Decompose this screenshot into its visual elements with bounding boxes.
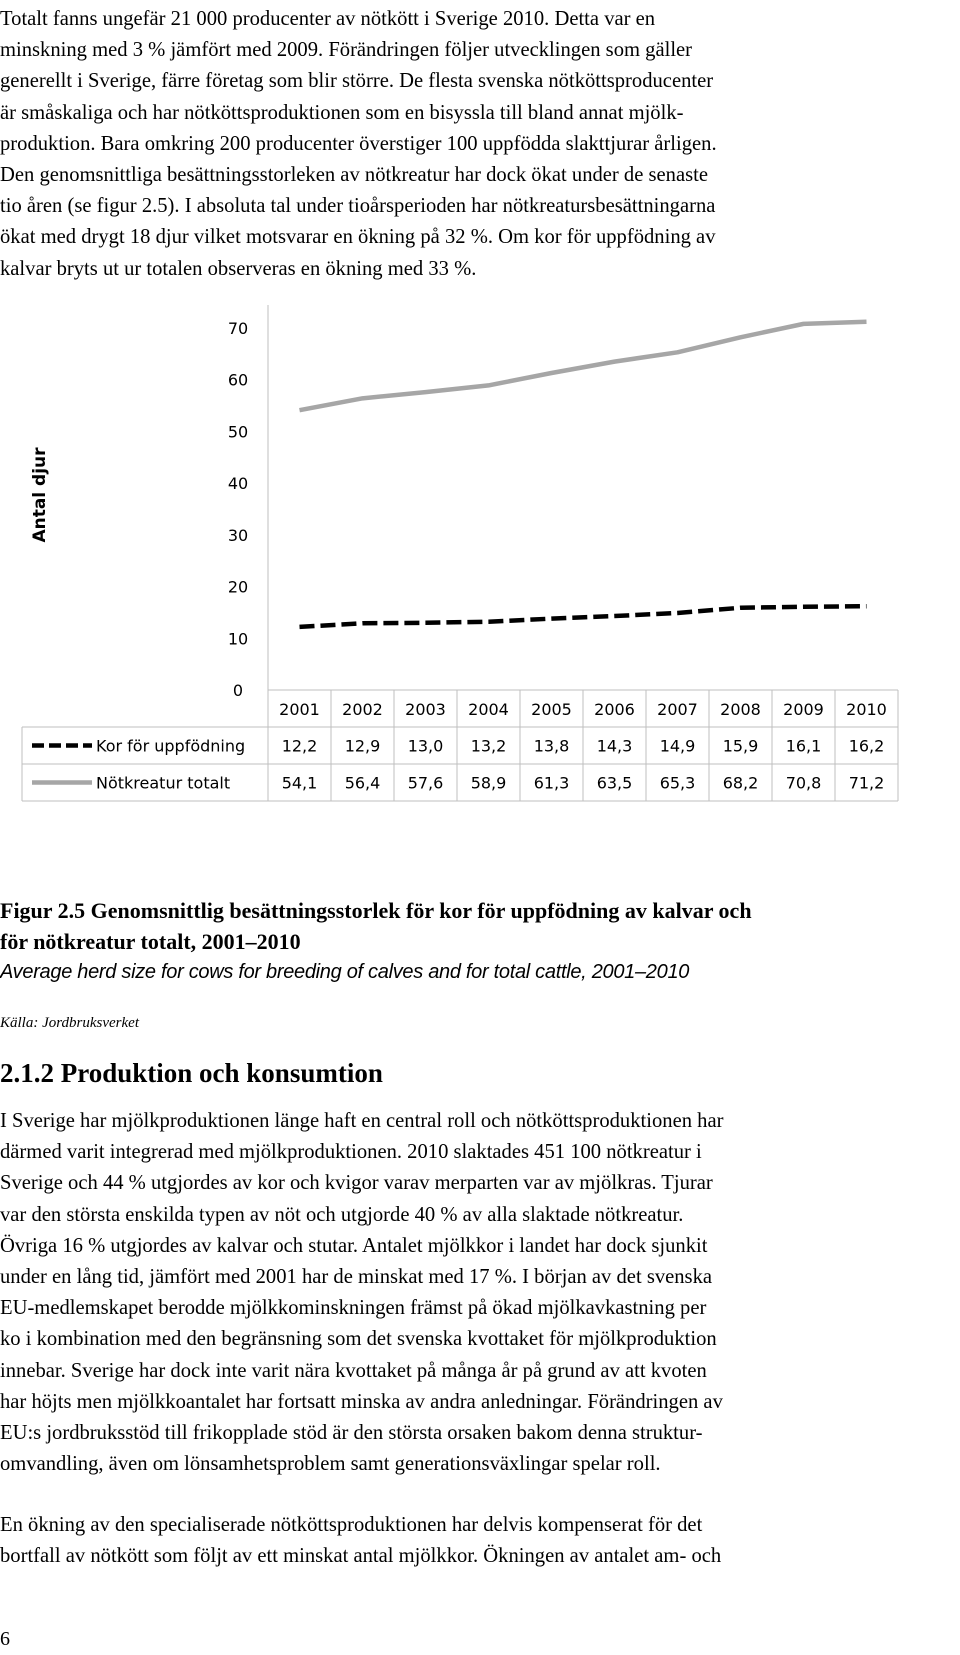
data-label: 13,8 — [533, 736, 570, 756]
data-label: 70,8 — [785, 773, 822, 793]
x-tick-label: 2004 — [468, 700, 509, 719]
text-line: En ökning av den specialiserade nötköttsproduktionen har delvis kompenserat för det — [0, 1514, 703, 1536]
x-tick-label: 2006 — [594, 700, 635, 719]
page-number: 6 — [0, 1628, 10, 1650]
text-line: ko i kombination med den begränsning som det svenska kvottaket för mjölkproduktion — [0, 1328, 717, 1351]
data-label: 14,9 — [659, 736, 696, 756]
figure-source: Källa: Jordbruksverket — [0, 1015, 139, 1031]
x-tick-label: 2010 — [846, 700, 887, 719]
chart-series — [300, 322, 867, 627]
x-tick-label: 2002 — [342, 700, 383, 719]
section-paragraph-1 — [0, 1106, 948, 1480]
data-label: 16,2 — [848, 736, 885, 756]
text-line: EU-medlemskapet berodde mjölkkominskningen främst på ökad mjölkavkastning per — [0, 1297, 707, 1320]
x-tick-label: 2007 — [657, 700, 698, 719]
text-line: är småskaliga och har nötköttsproduktionen som en bisyssla till bland annat mjölk- — [0, 101, 684, 124]
x-tick-label: 2003 — [405, 700, 446, 719]
series-line-kor-for-uppfodning — [300, 606, 867, 627]
text-line: EU:s jordbruksstöd till frikopplade stöd är den största orsaken bakom denna struktur- — [0, 1422, 703, 1445]
x-tick-label: 2005 — [531, 700, 572, 719]
data-label: 15,9 — [722, 736, 759, 756]
y-axis — [228, 305, 268, 700]
y-tick-label: 20 — [227, 577, 249, 597]
legend-label: Nötkreatur totalt — [96, 773, 231, 793]
y-tick-label: 60 — [227, 370, 249, 390]
text-line: produktion. Bara omkring 200 producenter överstiger 100 uppfödda slakttjurar årligen. — [0, 132, 717, 155]
text-line: minskning med 3 % jämfört med 2009. Förändringen följer utvecklingen som gäller — [0, 39, 693, 62]
data-label: 56,4 — [344, 773, 381, 793]
y-axis-label: Antal djur — [30, 447, 50, 543]
legend-label: Kor för uppfödning — [96, 736, 246, 756]
text-line: innebar. Sverige har dock inte varit nära kvottaket på många år på grund av att kvoten — [0, 1359, 707, 1382]
intro-paragraph — [0, 4, 948, 285]
y-tick-label: 50 — [227, 422, 249, 442]
herd-size-chart — [0, 305, 960, 845]
caption-line: Figur 2.5 Genomsnittlig besättningsstorlek för kor för uppfödning av kalvar och — [0, 898, 752, 923]
data-label: 13,2 — [470, 736, 507, 756]
text-line: kalvar bryts ut ur totalen observeras en ökning med 33 %. — [0, 257, 477, 280]
series-line-notkreatur-totalt — [300, 322, 867, 410]
x-tick-label: 2001 — [279, 700, 320, 719]
y-tick-label: 0 — [232, 681, 244, 700]
data-label: 61,3 — [533, 773, 570, 793]
y-tick-label: 10 — [227, 629, 249, 649]
figure-caption-english: Average herd size for cows for breeding of calves and for total cattle, 2001–2010 — [0, 961, 690, 983]
caption-line: för nötkreatur totalt, 2001–2010 — [0, 929, 301, 954]
text-line: generellt i Sverige, färre företag som blir större. De flesta svenska nötköttsproducenter — [0, 70, 714, 93]
x-tick-label: 2008 — [720, 700, 761, 719]
text-line: I Sverige har mjölkproduktionen länge haft en central roll och nötköttsproduktionen har — [0, 1110, 724, 1132]
x-tick-label: 2009 — [783, 700, 824, 719]
data-label: 58,9 — [470, 773, 507, 793]
text-line: var den största enskilda typen av nöt och utgjorde 40 % av alla slaktade nötkreatur. — [0, 1203, 684, 1226]
text-line: Övriga 16 % utgjordes av kalvar och stutar. Antalet mjölkkor i landet har dock sjunkit — [0, 1234, 708, 1257]
data-label: 12,9 — [344, 736, 381, 756]
text-line: omvandling, även om lönsamhetsproblem samt generationsväxlingar spelar roll. — [0, 1453, 661, 1476]
section-paragraph-2 — [0, 1510, 948, 1572]
text-line: ökat med drygt 18 djur vilket motsvarar en ökning på 32 %. Om kor för uppfödning av — [0, 226, 716, 249]
data-label: 65,3 — [659, 773, 696, 793]
data-label: 16,1 — [785, 736, 822, 756]
data-label: 12,2 — [281, 736, 318, 756]
text-line: Totalt fanns ungefär 21 000 producenter av nötkött i Sverige 2010. Detta var en — [0, 8, 656, 30]
text-line: under en lång tid, jämfört med 2001 har de minskat med 17 %. I början av det svenska — [0, 1266, 713, 1289]
data-label: 14,3 — [596, 736, 633, 756]
chart-data-table — [22, 690, 898, 801]
text-line: Sverige och 44 % utgjordes av kor och kvigor varav merparten var av mjölkras. Tjurar — [0, 1172, 713, 1195]
text-line: Den genomsnittliga besättningsstorleken av nötkreatur har dock ökat under de senaste — [0, 164, 708, 187]
text-line: därmed varit integrerad med mjölkproduktionen. 2010 slaktades 451 100 nötkreatur i — [0, 1141, 702, 1164]
text-line: bortfall av nötkött som följt av ett minskat antal mjölkkor. Ökningen av antalet am- och — [0, 1545, 722, 1568]
data-label: 57,6 — [407, 773, 444, 793]
y-tick-label: 30 — [227, 525, 249, 545]
data-label: 54,1 — [281, 773, 318, 793]
data-label: 63,5 — [596, 773, 633, 793]
y-tick-label: 70 — [227, 319, 249, 338]
figure-caption — [0, 895, 948, 957]
text-line: tio åren (se figur 2.5). I absoluta tal under tioårsperioden har nötkreatursbesättningarna — [0, 195, 716, 218]
data-label: 68,2 — [722, 773, 759, 793]
section-heading: 2.1.2 Produktion och konsumtion — [0, 1058, 383, 1088]
data-label: 71,2 — [848, 773, 885, 793]
text-line: har höjts men mjölkkoantalet har fortsatt minska av andra anledningar. Förändringen av — [0, 1390, 723, 1413]
data-label: 13,0 — [407, 736, 444, 756]
y-tick-label: 40 — [227, 474, 249, 494]
